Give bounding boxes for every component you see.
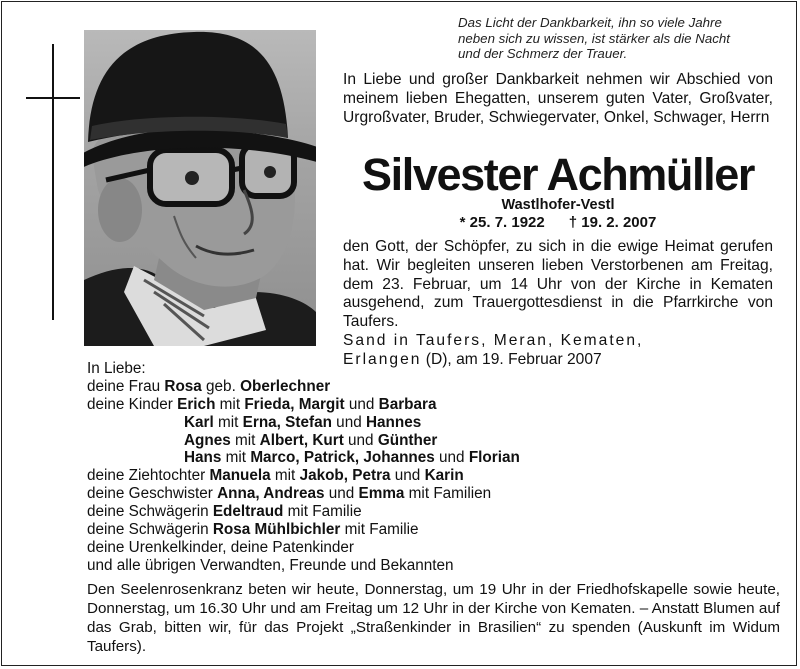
cross-icon: [52, 44, 54, 320]
mourner-text: deine Schwägerin: [87, 521, 213, 539]
mourner-row: [87, 539, 687, 557]
mourner-text: und: [390, 467, 425, 485]
mourner-text: mit Familie: [283, 503, 362, 521]
mourner-name: Edeltraud: [212, 503, 284, 521]
mourner-text: geb.: [201, 377, 241, 395]
mourner-text: und: [324, 485, 359, 503]
mourner-name: Rosa Mühlbichler: [212, 521, 341, 539]
mourner-text: deine Schwägerin: [87, 503, 213, 521]
mourner-text: deine Urenkelkinder, deine Patenkinder: [87, 538, 355, 556]
mourner-name: Albert, Kurt: [259, 431, 344, 449]
deceased-name: Silvester Achmüller: [362, 149, 754, 200]
mourner-row: [87, 521, 687, 539]
mourner-name: Hannes: [365, 413, 422, 431]
mourner-text: und: [343, 431, 378, 449]
cross-icon-bar: [26, 97, 80, 99]
mourner-text: und: [331, 413, 366, 431]
mourner-name: Oberlechner: [240, 377, 331, 395]
life-dates: [343, 214, 773, 231]
mourner-row: [87, 485, 687, 503]
mourner-text: mit: [270, 467, 300, 485]
mourner-text: mit: [213, 413, 243, 431]
motto-line: Das Licht der Dankbarkeit, ihn so viele Jahre: [458, 15, 722, 30]
mourner-name: Rosa: [164, 377, 202, 395]
motto-line: und der Schmerz der Trauer.: [458, 46, 628, 61]
mourner-name: Erna, Stefan: [242, 413, 332, 431]
mourner-text: mit Familie: [340, 521, 419, 539]
mourner-row: [87, 414, 687, 432]
mourner-name: Emma: [358, 485, 405, 503]
portrait-photo: [84, 30, 316, 346]
mourner-row: [87, 467, 687, 485]
mourner-name: Karl: [184, 413, 214, 431]
mourner-text: und: [344, 395, 379, 413]
mourner-name: Manuela: [209, 467, 271, 485]
mourner-text: deine Ziehtochter: [87, 467, 210, 485]
mourner-row: [87, 378, 687, 396]
mourner-name: Barbara: [378, 395, 437, 413]
motto-line: neben sich zu wissen, ist stärker als die Nacht: [458, 30, 730, 46]
mourner-row: [87, 396, 687, 414]
birth-date: * 25. 7. 1922: [459, 214, 545, 231]
mourner-row: [87, 432, 687, 450]
house-name: Wastlhofer-Vestl: [501, 197, 615, 213]
mourner-text: und alle übrigen Verwandten, Freunde und Bekannten: [87, 556, 454, 574]
mourner-text: deine Kinder: [87, 395, 178, 413]
mourner-name: Florian: [468, 449, 520, 467]
mourner-text: mit: [230, 431, 260, 449]
mourner-name: Marco, Patrick, Johannes: [250, 449, 435, 467]
mourner-name: Anna, Andreas: [217, 485, 325, 503]
closing-text: Den Seelenrosenkranz beten wir heute, Donnerstag, um 19 Uhr in der Friedhofskapelle sowie heute, Donnerstag, um 16.30 Uhr und am Freitag um 12 Uhr in der Kirche von Kematen. – Anstatt Blumen auf das Grab, bitten wir, für das Projekt „Straßenkinder in Brasilien“ zu spenden (Auskunft im Widum Taufers).: [87, 581, 780, 655]
mourner-row: [87, 503, 687, 521]
mourner-text: und: [434, 449, 469, 467]
motto-quote: [458, 15, 788, 62]
mourner-row: [87, 557, 687, 575]
mourner-name: Erich: [177, 395, 216, 413]
mourner-text: mit: [215, 395, 245, 413]
place-date-text: (D), am 19. Februar 2007: [421, 351, 602, 368]
mourners-heading: In Liebe:: [87, 360, 146, 377]
mourner-text: mit Familien: [404, 485, 492, 503]
place-name: Erlangen: [343, 351, 422, 368]
mourner-text: mit: [221, 449, 251, 467]
mourner-name: Karin: [424, 467, 464, 485]
mourner-name: Hans: [184, 449, 222, 467]
death-date: † 19. 2. 2007: [568, 214, 657, 231]
mourners-list: [87, 360, 687, 575]
place-line: Sand in Taufers, Meran, Kematen,: [343, 332, 644, 349]
mourner-text: deine Frau: [87, 377, 165, 395]
funeral-text: den Gott, der Schöpfer, zu sich in die ewige Heimat gerufen hat. Wir begleiten unseren lieben Verstorbenen am Freitag, dem 23. Februar, um 14 Uhr von der Kirche in Kematen ausgehend, zum Trauergottesdienst in die Pfarrkirche von Taufers.: [343, 238, 773, 331]
mourner-name: Frieda, Margit: [244, 395, 345, 413]
mourner-text: deine Geschwister: [87, 485, 218, 503]
mourner-row: [87, 449, 687, 467]
mourner-name: Jakob, Petra: [299, 467, 391, 485]
intro-text: In Liebe und großer Dankbarkeit nehmen wir Abschied von meinem lieben Ehegatten, unserem guten Vater, Großvater, Urgroßvater, Bruder, Schwiegervater, Onkel, Schwager, Herrn: [343, 71, 773, 126]
mourner-name: Günther: [377, 431, 438, 449]
mourner-name: Agnes: [184, 431, 231, 449]
